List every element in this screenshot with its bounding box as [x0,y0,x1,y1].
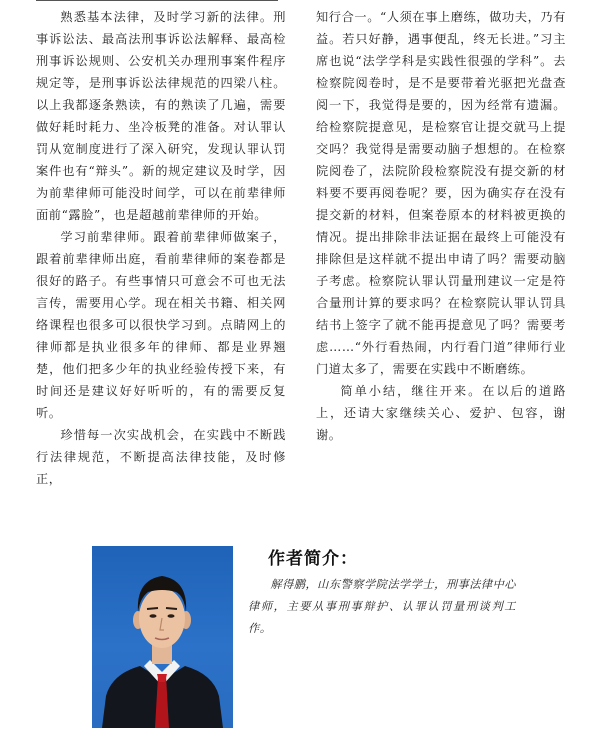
author-portrait-illustration [92,546,233,728]
paragraph-summary: 简单小结，继往开来。在以后的道路上，还请大家继续关心、爱护、包容，谢谢。 [316,384,566,442]
paragraph-study-law: 熟悉基本法律，及时学习新的法律。刑事诉讼法、最高法刑事诉讼法解释、最高检刑事诉讼规则、公安机关办理刑事案件程序规定等，是刑事诉讼法律规范的四梁八柱。以上我都逐条熟读，有的熟读了几遍，需要做好耗时耗力、坐冷板凳的准备。对认罪认罚从宽制度进行了深入研究，发现认罪认罚案件也有“辩头”。新的规定建议及时学，因为前辈律师可能没时间学，可以在前辈律师面前“露脸”，也是超越前辈律师的开始。 [36,10,286,222]
article-left-column [36,6,286,490]
paragraph-practice: 珍惜每一次实战机会，在实践中不断践行法律规范，不断提高法律技能，及时修正， [36,428,286,486]
author-bio-text: 解得鹏，山东警察学院法学学士，刑事法律中心律师，主要从事刑事辩护、认罪认罚量刑谈判工作。 [248,578,516,635]
paragraph-practice-continued: 知行合一。“人须在事上磨练，做功夫，乃有益。若只好静，遇事便乱，终无长进。”习主席也说“法学学科是实践性很强的学科”。去检察院阅卷时，是不是要带着光驱把光盘查阅一下，我觉得是要的，因为经常有遗漏。给检察院提意见，是检察官让提交就马上提交吗？我觉得是需要动脑子想想的。在检察院阅卷了，法院阶段检察院没有提交新的材料要不要再阅卷呢？要，因为确实存在没有提交新的材料，但案卷原本的材料被更换的情况。提出排除非法证据在最终上可能没有排除但是这样就不提出申请了吗？需要动脑子考虑。检察院认罪认罚量刑建议一定是符合量刑计算的要求吗？在检察院认罪认罚具结书上签字了就不能再提意见了吗？需要考虑……“外行看热闹，内行看门道”律师行业门道太多了，需要在实践中不断磨练。 [316,10,566,376]
paragraph-learn-from-seniors: 学习前辈律师。跟着前辈律师做案子，跟着前辈律师出庭，看前辈律师的案卷都是很好的路子。有些事情只可意会不可也无法言传，需要用心学。现在相关书籍、相关网络课程也很多可以很快学习到。点睛网上的律师都是执业很多年的律师、都是业界翘楚，他们把多少年的执业经验传授下来，有时间还是建议好好听听的，有的需要反复听。 [36,230,286,420]
article-right-column [316,6,566,446]
author-photo [92,546,233,728]
top-rule [36,0,278,1]
author-bio-title: 作者简介： [268,549,358,569]
